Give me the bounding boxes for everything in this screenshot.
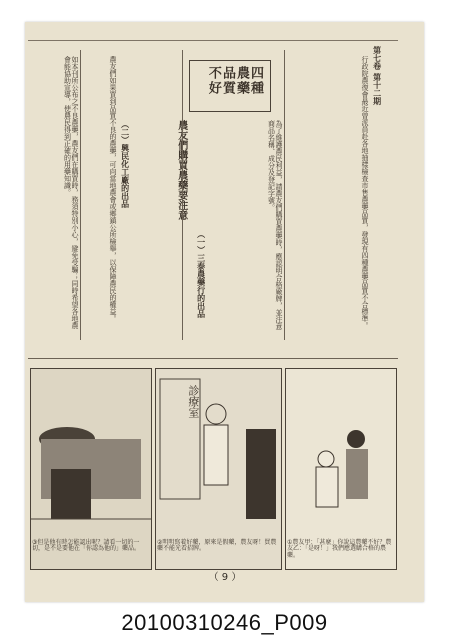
article-paragraph: 行政院農復會最近曾派員赴各地抽樣檢查市售農藥品質，發現有四種農藥品質不合標準。 [361, 56, 369, 329]
section-divider [28, 358, 398, 359]
panel-caption: ②明明寫着好藥，原來是假藥，農友呀！買農藥不能光看招牌。 [157, 539, 277, 553]
column-divider-middle [182, 50, 183, 340]
sub-heading: （一）三泰農藥行的出品 [196, 230, 206, 318]
page-number: （ 9 ） [208, 572, 242, 583]
sub-heading: （二）興民化工廠的出品 [120, 120, 130, 208]
header-divider [28, 40, 398, 41]
volume-issue: 第七卷 第十二期 [372, 46, 382, 105]
panel-caption: ③但是他有時怎能認出呢？請看一切的一切，是不是要他在「你認為他的」藥品。 [32, 539, 141, 553]
article-paragraph: 為了維護農民利益，請農友們購買農藥時，應認明合格廠牌，並注意商品名稱、成分及登記字號。 [267, 120, 283, 330]
article-paragraph: 農友們如果買到品質不良的農藥，可向當地農會或鄉鎮公所檢舉，以保障農民的權益。 [109, 56, 117, 322]
panel-caption: ①農友甲：「甚麼」你說這農藥不好？農友乙：「是呀！」我們應選購合格的農藥。 [287, 539, 392, 559]
image-id-label: 20100310246_P009 [121, 610, 328, 635]
column-title: 四種 農藥 品質 不好 [205, 66, 263, 96]
article-paragraph-left: 如本刊所公布之不良農藥，農友們在購買時，務須特別小心，避免受騙；同時希望各地農會能協助宣導，使農民得到正確的用藥知識。 [63, 56, 79, 329]
clinic-sign: 診療室 [186, 385, 200, 418]
column-divider-left [80, 50, 81, 340]
column-divider-right [284, 50, 285, 340]
section-heading [175, 120, 186, 230]
